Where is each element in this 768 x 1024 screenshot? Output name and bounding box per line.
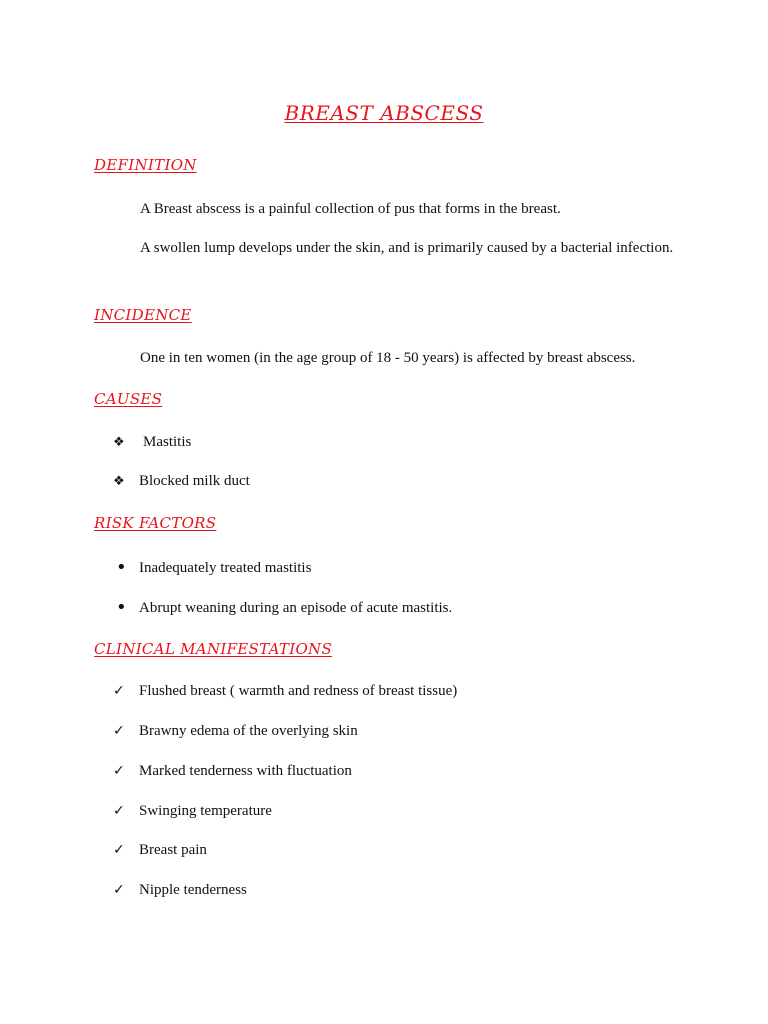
document-title: BREAST ABSCESS bbox=[284, 101, 484, 125]
diamond-bullet-icon: ❖ bbox=[113, 474, 125, 489]
manifestation-item bbox=[113, 840, 207, 860]
check-icon: ✓ bbox=[113, 683, 125, 699]
incidence-paragraph bbox=[94, 345, 674, 371]
manifestation-item bbox=[113, 761, 352, 781]
risk-factor-item bbox=[113, 557, 311, 578]
definition-paragraph-2-text: A swollen lump develops under the skin, and is primarily caused by a bacterial infection. bbox=[140, 240, 674, 256]
risk-factor-item-text: Inadequately treated mastitis bbox=[139, 560, 312, 576]
manifestation-item-text: Breast pain bbox=[139, 842, 207, 858]
cause-item bbox=[113, 471, 250, 492]
check-icon: ✓ bbox=[113, 882, 125, 898]
check-icon: ✓ bbox=[113, 723, 125, 739]
dot-bullet-icon: • bbox=[116, 597, 127, 618]
manifestation-item-text: Brawny edema of the overlying skin bbox=[139, 723, 358, 739]
heading-definition: DEFINITION bbox=[94, 156, 197, 174]
check-icon: ✓ bbox=[113, 842, 125, 858]
heading-risk-factors: RISK FACTORS bbox=[94, 514, 217, 532]
dot-bullet-icon: • bbox=[116, 557, 127, 578]
definition-paragraph-1-text: A Breast abscess is a painful collection of pus that forms in the breast. bbox=[140, 201, 561, 217]
manifestation-item-text: Marked tenderness with fluctuation bbox=[139, 763, 352, 779]
cause-item-text: Blocked milk duct bbox=[139, 473, 250, 489]
check-icon: ✓ bbox=[113, 803, 125, 819]
manifestation-item-text: Nipple tenderness bbox=[139, 882, 247, 898]
manifestation-item-text: Flushed breast ( warmth and redness of breast tissue) bbox=[139, 683, 458, 699]
cause-item bbox=[113, 432, 191, 453]
diamond-bullet-icon: ❖ bbox=[113, 435, 125, 450]
definition-paragraph-2 bbox=[94, 235, 674, 261]
definition-paragraph-1 bbox=[94, 196, 674, 222]
heading-causes: CAUSES bbox=[94, 390, 163, 408]
heading-clinical-manifestations: CLINICAL MANIFESTATIONS bbox=[94, 640, 333, 658]
risk-factor-item bbox=[113, 597, 452, 618]
manifestation-item-text: Swinging temperature bbox=[139, 803, 272, 819]
cause-item-text: Mastitis bbox=[143, 434, 192, 450]
manifestation-item bbox=[113, 880, 247, 900]
heading-incidence: INCIDENCE bbox=[94, 306, 192, 324]
manifestation-item bbox=[113, 681, 457, 701]
manifestation-item bbox=[113, 721, 358, 741]
manifestation-item bbox=[113, 801, 272, 821]
incidence-paragraph-text: One in ten women (in the age group of 18 - 50 years) is affected by breast abscess. bbox=[140, 350, 636, 366]
check-icon: ✓ bbox=[113, 763, 125, 779]
risk-factor-item-text: Abrupt weaning during an episode of acute mastitis. bbox=[139, 600, 453, 616]
